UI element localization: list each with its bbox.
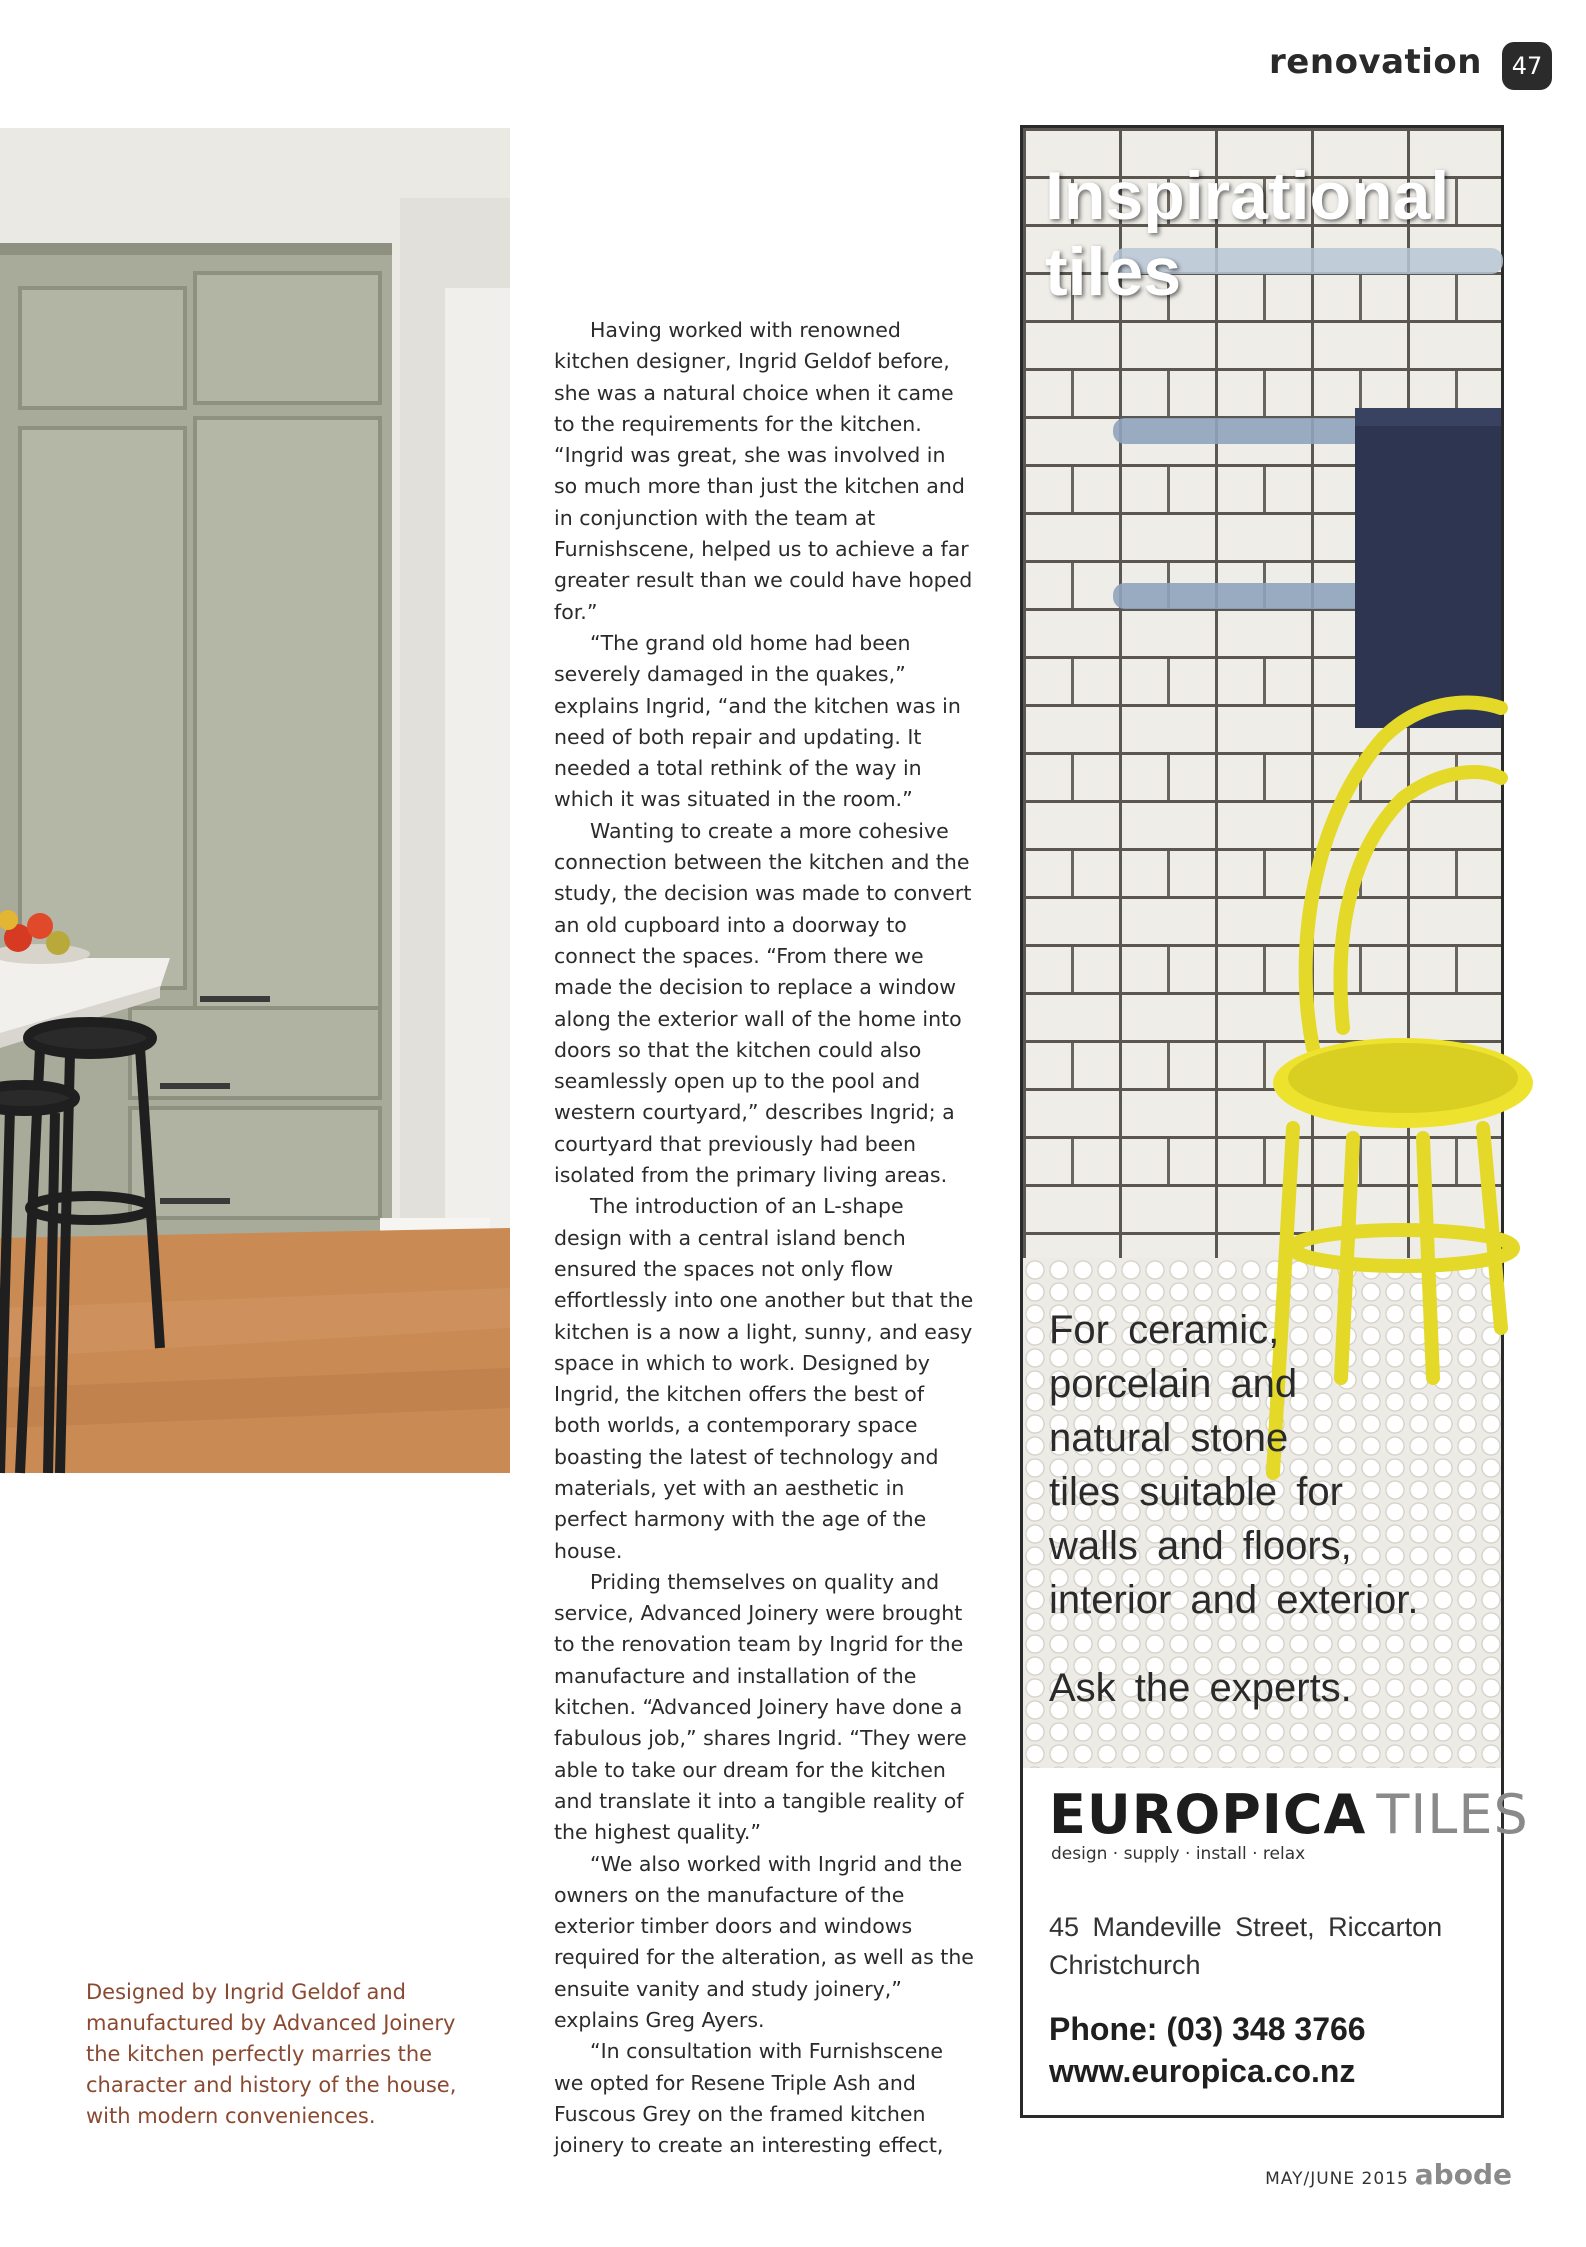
ad-headline-line: Inspirational	[1045, 158, 1450, 234]
phone-number[interactable]: Phone: (03) 348 3766	[1049, 2011, 1366, 2047]
address-line: Christchurch	[1049, 1950, 1201, 1980]
kitchen-photo	[0, 128, 510, 1473]
brand-subname: TILES	[1376, 1783, 1529, 1846]
ad-body-line: interior and exterior.	[1049, 1578, 1419, 1622]
kitchen-illustration	[0, 128, 510, 1473]
ad-headline	[1045, 158, 1485, 310]
page-number-badge: 47	[1502, 42, 1552, 90]
ad-body-line: walls and floors,	[1049, 1524, 1352, 1568]
ad-call-to-action: Ask the experts.	[1049, 1666, 1352, 1710]
europica-logo	[1049, 1783, 1529, 1846]
issue-date: MAY/JUNE 2015	[1265, 2169, 1409, 2189]
website-link[interactable]: www.europica.co.nz	[1049, 2053, 1356, 2089]
article-paragraph: The introduction of an L-shape design with a central island bench ensured the spaces not only flow effortlessly into one another but that the kitchen is a now a light, sunny, and easy space in which to work. Designed by Ingrid, the kitchen offers the best of both worlds, a contemporary space boasting the latest of technology and materials, yet with an aesthetic in perfect harmony with the age of the house.	[554, 1194, 974, 1563]
article-paragraph: Priding themselves on quality and service, Advanced Joinery were brought to the renovation team by Ingrid for the manufacture and installation of the kitchen. “Advanced Joinery have done a fabulous job,” shares Ingrid. “They were able to take our dream for the kitchen and translate it into a tangible reality of the highest quality.”	[554, 1569, 967, 1845]
brand-name: EUROPICA	[1049, 1783, 1367, 1846]
ad-body-line: tiles suitable for	[1049, 1470, 1343, 1514]
address-line: 45 Mandeville Street, Riccarton	[1049, 1912, 1443, 1942]
article-paragraph: “The grand old home had been severely damaged in the quakes,” explains Ingrid, “and the kitchen was in need of both repair and updating. It needed a total rethink of the way in which it was situated in the room.”	[554, 630, 961, 812]
article-paragraph: Wanting to create a more cohesive connection between the kitchen and the study, the decision was made to convert an old cupboard into a doorway to connect the spaces. “From there we made the decision to replace a window along the exterior wall of the home into doors so that the kitchen could also seamlessly open up to the pool and western courtyard,” describes Ingrid; a courtyard that previously had been isolated from the primary living areas.	[554, 818, 972, 1188]
europica-advertisement	[1020, 125, 1529, 2118]
article-paragraph: “We also worked with Ingrid and the owners on the manufacture of the exterior timber doors and windows required for the alteration, as well as the ensuite vanity and study joinery,” explains Greg Ayers.	[554, 1851, 974, 2033]
photo-caption: Designed by Ingrid Geldof and manufactured by Advanced Joinery the kitchen perfectly marries the character and history of the house, with modern conveniences.	[86, 1980, 457, 2128]
ad-body-line: For ceramic,	[1049, 1308, 1280, 1352]
store-address	[1049, 1908, 1489, 1984]
page-footer	[1265, 2158, 1512, 2191]
magazine-name: abode	[1414, 2158, 1512, 2191]
ad-body-text	[1049, 1303, 1489, 1627]
ad-photo	[1023, 128, 1501, 1768]
article-body	[554, 315, 974, 2162]
brand-tagline: design · supply · install · relax	[1051, 1844, 1306, 1864]
ad-body-line: natural stone	[1049, 1416, 1289, 1460]
ad-headline-line: tiles	[1045, 234, 1182, 310]
ad-body-line: porcelain and	[1049, 1362, 1298, 1406]
article-paragraph: “In consultation with Furnishscene we opted for Resene Triple Ash and Fuscous Grey on the framed kitchen joinery to create an interesting effect,	[554, 2039, 944, 2158]
article-paragraph: Having worked with renowned kitchen designer, Ingrid Geldof before, she was a natural choice when it came to the requirements for the kitchen. “Ingrid was great, she was involved in so much more than just the kitchen and in conjunction with the team at Furnishscene, helped us to achieve a far greater result than we could have hoped for.”	[554, 318, 973, 624]
section-label: renovation	[1269, 42, 1482, 82]
